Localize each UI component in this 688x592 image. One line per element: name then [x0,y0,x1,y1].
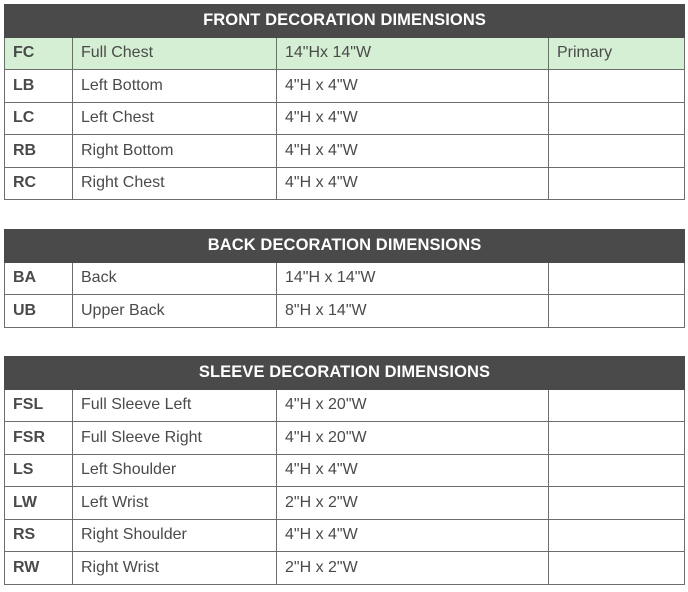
placement-note [549,295,685,328]
placement-note [549,135,685,168]
placement-size: 4"H x 4"W [277,519,549,552]
placement-code: LC [5,102,73,135]
table-row [5,422,685,455]
placement-name: Left Chest [73,102,277,135]
placement-code: LW [5,487,73,520]
front-decoration-table [4,4,685,200]
table-row [5,552,685,585]
placement-size: 4"H x 20"W [277,422,549,455]
sleeve-table-title: SLEEVE DECORATION DIMENSIONS [5,357,685,390]
placement-size: 14"H x 14"W [277,262,549,295]
placement-size: 8"H x 14"W [277,295,549,328]
placement-note [549,102,685,135]
placement-name: Left Shoulder [73,454,277,487]
table-row [5,454,685,487]
placement-name: Full Sleeve Right [73,422,277,455]
placement-note [549,262,685,295]
front-table-title: FRONT DECORATION DIMENSIONS [5,5,685,38]
placement-code: LB [5,70,73,103]
table-row [5,167,685,200]
placement-size: 4"H x 4"W [277,70,549,103]
placement-size: 4"H x 4"W [277,167,549,200]
placement-size: 2"H x 2"W [277,487,549,520]
back-decoration-table [4,229,685,328]
back-table-title: BACK DECORATION DIMENSIONS [5,230,685,263]
placement-name: Upper Back [73,295,277,328]
table-row [5,37,685,70]
placement-name: Left Wrist [73,487,277,520]
table-row [5,389,685,422]
placement-note [549,422,685,455]
placement-name: Left Bottom [73,70,277,103]
placement-note [549,70,685,103]
placement-code: RC [5,167,73,200]
placement-code: FSR [5,422,73,455]
placement-note [549,552,685,585]
placement-code: RS [5,519,73,552]
table-row [5,70,685,103]
table-row [5,102,685,135]
placement-code: RW [5,552,73,585]
placement-note [549,167,685,200]
placement-note [549,519,685,552]
placement-name: Back [73,262,277,295]
placement-code: LS [5,454,73,487]
placement-note: Primary [549,37,685,70]
placement-code: FSL [5,389,73,422]
placement-size: 4"H x 20"W [277,389,549,422]
placement-name: Full Sleeve Left [73,389,277,422]
placement-note [549,454,685,487]
placement-name: Right Bottom [73,135,277,168]
table-row [5,519,685,552]
placement-name: Right Chest [73,167,277,200]
table-row [5,262,685,295]
placement-code: RB [5,135,73,168]
placement-size: 4"H x 4"W [277,135,549,168]
placement-name: Right Shoulder [73,519,277,552]
table-row [5,135,685,168]
placement-size: 14"Hx 14"W [277,37,549,70]
placement-note [549,389,685,422]
placement-note [549,487,685,520]
table-row [5,487,685,520]
placement-size: 4"H x 4"W [277,102,549,135]
placement-code: UB [5,295,73,328]
placement-name: Right Wrist [73,552,277,585]
placement-code: BA [5,262,73,295]
placement-code: FC [5,37,73,70]
placement-size: 4"H x 4"W [277,454,549,487]
placement-name: Full Chest [73,37,277,70]
sleeve-decoration-table [4,356,685,585]
table-row [5,295,685,328]
placement-size: 2"H x 2"W [277,552,549,585]
